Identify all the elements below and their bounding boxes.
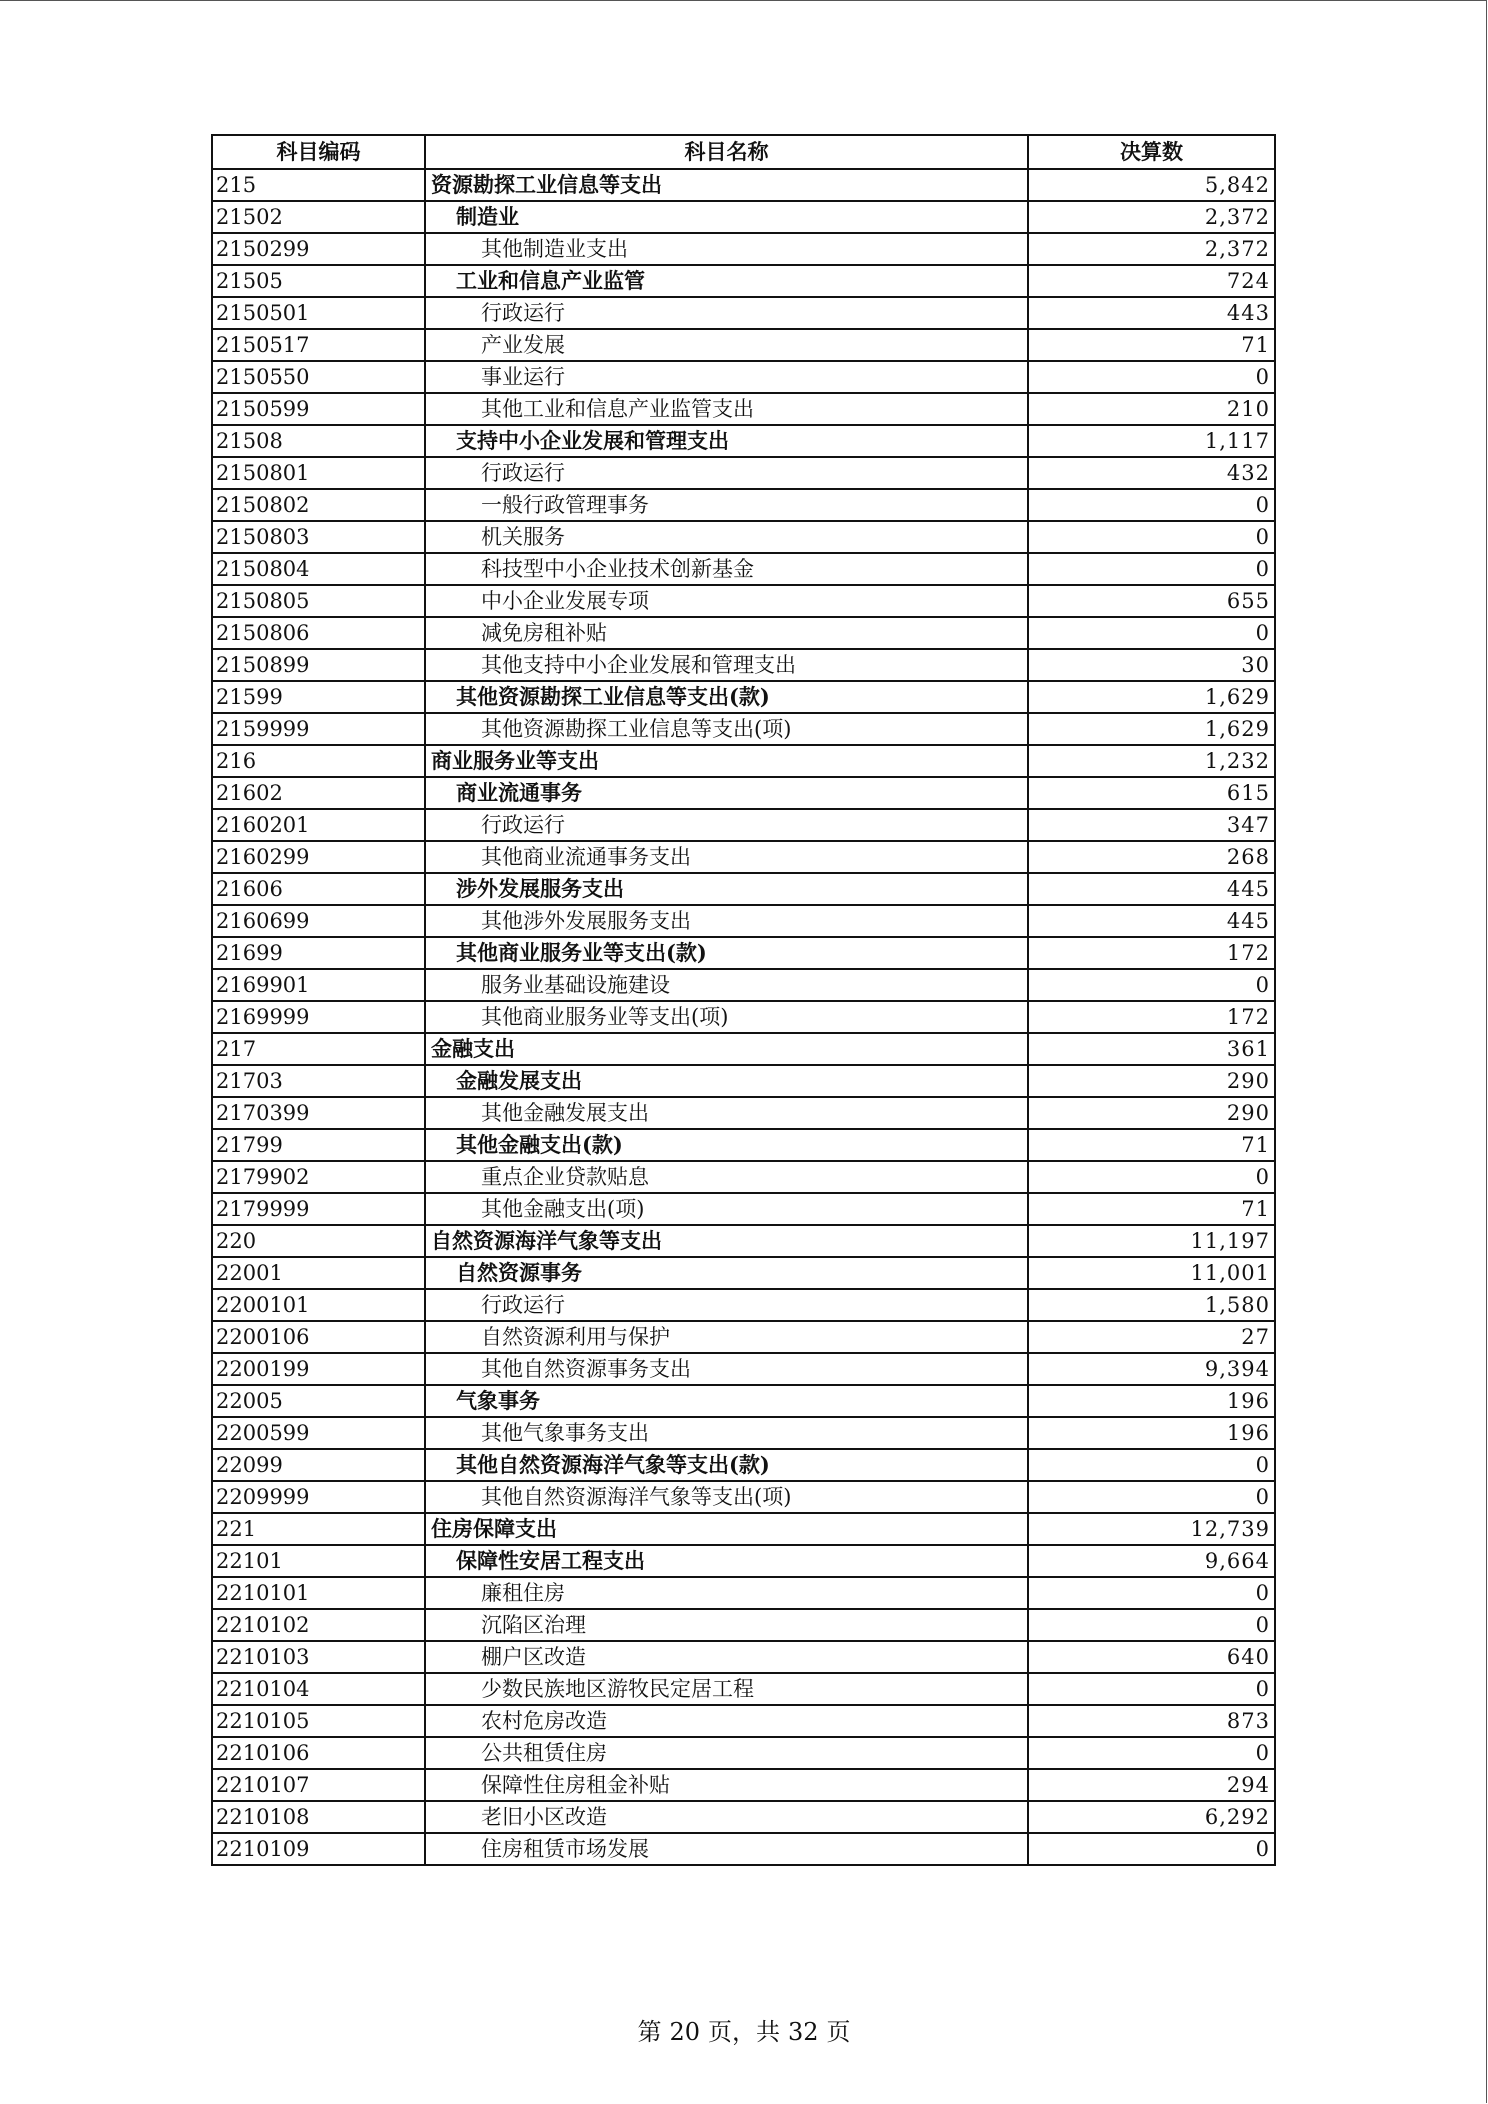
row-code: 22101 [212, 1545, 425, 1577]
row-amount: 873 [1028, 1705, 1275, 1737]
row-name: 其他金融支出(项) [425, 1193, 1028, 1225]
table-row [212, 713, 1275, 745]
header-amount: 决算数 [1028, 135, 1275, 169]
row-code: 2159999 [212, 713, 425, 745]
row-name: 气象事务 [425, 1385, 1028, 1417]
table-row [212, 521, 1275, 553]
row-name: 其他自然资源海洋气象等支出(项) [425, 1481, 1028, 1513]
row-name: 棚户区改造 [425, 1641, 1028, 1673]
row-name: 其他气象事务支出 [425, 1417, 1028, 1449]
row-code: 21699 [212, 937, 425, 969]
row-name: 金融发展支出 [425, 1065, 1028, 1097]
table-row [212, 233, 1275, 265]
row-name: 其他金融发展支出 [425, 1097, 1028, 1129]
table-row [212, 1673, 1275, 1705]
table-row [212, 1129, 1275, 1161]
header-code: 科目编码 [212, 135, 425, 169]
footer-page-suffix: 页 [826, 2018, 851, 2046]
footer-page-prefix: 第 [637, 2018, 662, 2046]
row-code: 22099 [212, 1449, 425, 1481]
row-amount: 1,629 [1028, 681, 1275, 713]
row-code: 2150802 [212, 489, 425, 521]
row-amount: 9,664 [1028, 1545, 1275, 1577]
row-code: 21606 [212, 873, 425, 905]
row-amount: 0 [1028, 1481, 1275, 1513]
table-row [212, 1737, 1275, 1769]
row-amount: 172 [1028, 1001, 1275, 1033]
row-code: 2150803 [212, 521, 425, 553]
row-amount: 0 [1028, 1161, 1275, 1193]
footer-page-number: 20 [669, 2018, 700, 2046]
row-code: 2150299 [212, 233, 425, 265]
row-name: 商业流通事务 [425, 777, 1028, 809]
table-row [212, 809, 1275, 841]
row-amount: 9,394 [1028, 1353, 1275, 1385]
table-row [212, 297, 1275, 329]
table-row [212, 1705, 1275, 1737]
row-code: 2210103 [212, 1641, 425, 1673]
table-row [212, 1225, 1275, 1257]
row-amount: 432 [1028, 457, 1275, 489]
table-row [212, 1033, 1275, 1065]
row-amount: 2,372 [1028, 201, 1275, 233]
table-row [212, 1385, 1275, 1417]
row-name: 制造业 [425, 201, 1028, 233]
row-code: 2150805 [212, 585, 425, 617]
row-name: 中小企业发展专项 [425, 585, 1028, 617]
table-row [212, 905, 1275, 937]
row-name: 其他涉外发展服务支出 [425, 905, 1028, 937]
row-code: 2169999 [212, 1001, 425, 1033]
row-name: 其他商业服务业等支出(款) [425, 937, 1028, 969]
row-code: 22005 [212, 1385, 425, 1417]
row-amount: 196 [1028, 1417, 1275, 1449]
row-code: 2210104 [212, 1673, 425, 1705]
row-name: 自然资源事务 [425, 1257, 1028, 1289]
row-name: 一般行政管理事务 [425, 489, 1028, 521]
row-name: 行政运行 [425, 297, 1028, 329]
row-name: 减免房租补贴 [425, 617, 1028, 649]
table-row [212, 1417, 1275, 1449]
row-amount: 0 [1028, 521, 1275, 553]
table-row [212, 1641, 1275, 1673]
table-row [212, 1449, 1275, 1481]
row-code: 2200106 [212, 1321, 425, 1353]
row-code: 21799 [212, 1129, 425, 1161]
row-code: 2160299 [212, 841, 425, 873]
row-name: 工业和信息产业监管 [425, 265, 1028, 297]
row-name: 老旧小区改造 [425, 1801, 1028, 1833]
row-name: 涉外发展服务支出 [425, 873, 1028, 905]
row-amount: 210 [1028, 393, 1275, 425]
row-amount: 615 [1028, 777, 1275, 809]
row-amount: 196 [1028, 1385, 1275, 1417]
row-amount: 0 [1028, 489, 1275, 521]
table-row [212, 841, 1275, 873]
table-row [212, 457, 1275, 489]
row-amount: 1,117 [1028, 425, 1275, 457]
table-row [212, 873, 1275, 905]
row-amount: 71 [1028, 1129, 1275, 1161]
row-amount: 0 [1028, 1833, 1275, 1865]
row-name: 沉陷区治理 [425, 1609, 1028, 1641]
table-row [212, 361, 1275, 393]
row-name: 商业服务业等支出 [425, 745, 1028, 777]
table-row [212, 169, 1275, 201]
table-row [212, 1257, 1275, 1289]
row-name: 其他资源勘探工业信息等支出(项) [425, 713, 1028, 745]
row-code: 2200199 [212, 1353, 425, 1385]
footer-total-pages: 32 [788, 2018, 819, 2046]
row-name: 支持中小企业发展和管理支出 [425, 425, 1028, 457]
row-code: 2150517 [212, 329, 425, 361]
row-code: 2150550 [212, 361, 425, 393]
row-name: 金融支出 [425, 1033, 1028, 1065]
row-amount: 12,739 [1028, 1513, 1275, 1545]
row-code: 2210102 [212, 1609, 425, 1641]
row-name: 农村危房改造 [425, 1705, 1028, 1737]
row-amount: 27 [1028, 1321, 1275, 1353]
row-amount: 71 [1028, 329, 1275, 361]
row-name: 机关服务 [425, 521, 1028, 553]
row-name: 行政运行 [425, 1289, 1028, 1321]
table-row [212, 1065, 1275, 1097]
row-name: 其他支持中小企业发展和管理支出 [425, 649, 1028, 681]
row-amount: 1,629 [1028, 713, 1275, 745]
row-code: 22001 [212, 1257, 425, 1289]
table-row [212, 1609, 1275, 1641]
row-code: 21502 [212, 201, 425, 233]
row-amount: 11,001 [1028, 1257, 1275, 1289]
row-name: 其他金融支出(款) [425, 1129, 1028, 1161]
row-amount: 172 [1028, 937, 1275, 969]
row-code: 2200599 [212, 1417, 425, 1449]
table-row [212, 1289, 1275, 1321]
row-amount: 443 [1028, 297, 1275, 329]
table-row [212, 1001, 1275, 1033]
table-row [212, 1513, 1275, 1545]
row-code: 2200101 [212, 1289, 425, 1321]
table-body [212, 169, 1275, 1865]
row-name: 住房租赁市场发展 [425, 1833, 1028, 1865]
table-row [212, 1545, 1275, 1577]
row-code: 2210105 [212, 1705, 425, 1737]
row-code: 2170399 [212, 1097, 425, 1129]
row-amount: 0 [1028, 1673, 1275, 1705]
table-row [212, 1353, 1275, 1385]
row-amount: 5,842 [1028, 169, 1275, 201]
row-amount: 71 [1028, 1193, 1275, 1225]
row-code: 2210107 [212, 1769, 425, 1801]
row-code: 2209999 [212, 1481, 425, 1513]
row-amount: 30 [1028, 649, 1275, 681]
row-code: 2150801 [212, 457, 425, 489]
row-code: 2150501 [212, 297, 425, 329]
row-code: 2150599 [212, 393, 425, 425]
table-row [212, 1833, 1275, 1865]
row-amount: 0 [1028, 969, 1275, 1001]
row-amount: 724 [1028, 265, 1275, 297]
row-amount: 6,292 [1028, 1801, 1275, 1833]
footer-page-sep: 页，共 [708, 2018, 780, 2046]
row-amount: 655 [1028, 585, 1275, 617]
row-name: 产业发展 [425, 329, 1028, 361]
row-amount: 1,580 [1028, 1289, 1275, 1321]
row-code: 2179999 [212, 1193, 425, 1225]
table-row [212, 649, 1275, 681]
row-name: 其他制造业支出 [425, 233, 1028, 265]
table-row [212, 585, 1275, 617]
row-name: 服务业基础设施建设 [425, 969, 1028, 1001]
table-row [212, 969, 1275, 1001]
row-amount: 11,197 [1028, 1225, 1275, 1257]
row-code: 2150899 [212, 649, 425, 681]
row-code: 217 [212, 1033, 425, 1065]
table-row [212, 265, 1275, 297]
row-code: 2160201 [212, 809, 425, 841]
table-row [212, 1769, 1275, 1801]
table-header-row [212, 135, 1275, 169]
row-amount: 2,372 [1028, 233, 1275, 265]
row-amount: 1,232 [1028, 745, 1275, 777]
row-name: 行政运行 [425, 457, 1028, 489]
table-row [212, 937, 1275, 969]
row-code: 2210108 [212, 1801, 425, 1833]
row-amount: 0 [1028, 1609, 1275, 1641]
row-code: 21599 [212, 681, 425, 713]
table-row [212, 617, 1275, 649]
row-name: 其他工业和信息产业监管支出 [425, 393, 1028, 425]
table-row [212, 553, 1275, 585]
row-code: 2210106 [212, 1737, 425, 1769]
row-code: 2179902 [212, 1161, 425, 1193]
row-name: 住房保障支出 [425, 1513, 1028, 1545]
row-code: 220 [212, 1225, 425, 1257]
row-code: 2210101 [212, 1577, 425, 1609]
row-code: 21703 [212, 1065, 425, 1097]
row-name: 自然资源利用与保护 [425, 1321, 1028, 1353]
row-name: 其他自然资源海洋气象等支出(款) [425, 1449, 1028, 1481]
row-code: 2150806 [212, 617, 425, 649]
row-code: 215 [212, 169, 425, 201]
row-name: 公共租赁住房 [425, 1737, 1028, 1769]
row-amount: 361 [1028, 1033, 1275, 1065]
table-row [212, 681, 1275, 713]
row-amount: 0 [1028, 1577, 1275, 1609]
table-row [212, 201, 1275, 233]
row-name: 事业运行 [425, 361, 1028, 393]
row-amount: 0 [1028, 617, 1275, 649]
row-amount: 0 [1028, 1449, 1275, 1481]
row-name: 行政运行 [425, 809, 1028, 841]
table-row [212, 393, 1275, 425]
row-amount: 445 [1028, 873, 1275, 905]
table-row [212, 1481, 1275, 1513]
table-row [212, 1161, 1275, 1193]
row-name: 自然资源海洋气象等支出 [425, 1225, 1028, 1257]
row-name: 资源勘探工业信息等支出 [425, 169, 1028, 201]
row-code: 2169901 [212, 969, 425, 1001]
table-row [212, 1193, 1275, 1225]
row-amount: 268 [1028, 841, 1275, 873]
row-code: 2210109 [212, 1833, 425, 1865]
row-name: 其他商业服务业等支出(项) [425, 1001, 1028, 1033]
table-row [212, 1321, 1275, 1353]
row-amount: 640 [1028, 1641, 1275, 1673]
row-code: 221 [212, 1513, 425, 1545]
row-name: 重点企业贷款贴息 [425, 1161, 1028, 1193]
row-amount: 290 [1028, 1097, 1275, 1129]
row-name: 保障性安居工程支出 [425, 1545, 1028, 1577]
row-code: 21505 [212, 265, 425, 297]
row-amount: 290 [1028, 1065, 1275, 1097]
row-name: 少数民族地区游牧民定居工程 [425, 1673, 1028, 1705]
row-name: 其他自然资源事务支出 [425, 1353, 1028, 1385]
row-name: 其他商业流通事务支出 [425, 841, 1028, 873]
row-amount: 0 [1028, 361, 1275, 393]
table-row [212, 1577, 1275, 1609]
table-row [212, 489, 1275, 521]
table-row [212, 425, 1275, 457]
table-row [212, 777, 1275, 809]
row-code: 216 [212, 745, 425, 777]
table-row [212, 329, 1275, 361]
row-name: 其他资源勘探工业信息等支出(款) [425, 681, 1028, 713]
table-row [212, 1801, 1275, 1833]
row-name: 保障性住房租金补贴 [425, 1769, 1028, 1801]
row-name: 廉租住房 [425, 1577, 1028, 1609]
row-code: 2160699 [212, 905, 425, 937]
budget-table [211, 134, 1276, 1866]
row-amount: 0 [1028, 1737, 1275, 1769]
row-amount: 0 [1028, 553, 1275, 585]
row-amount: 445 [1028, 905, 1275, 937]
header-name: 科目名称 [425, 135, 1028, 169]
row-amount: 347 [1028, 809, 1275, 841]
page-footer [0, 2012, 1488, 2047]
table-row [212, 1097, 1275, 1129]
row-amount: 294 [1028, 1769, 1275, 1801]
row-code: 21508 [212, 425, 425, 457]
row-code: 2150804 [212, 553, 425, 585]
row-code: 21602 [212, 777, 425, 809]
table-row [212, 745, 1275, 777]
row-name: 科技型中小企业技术创新基金 [425, 553, 1028, 585]
